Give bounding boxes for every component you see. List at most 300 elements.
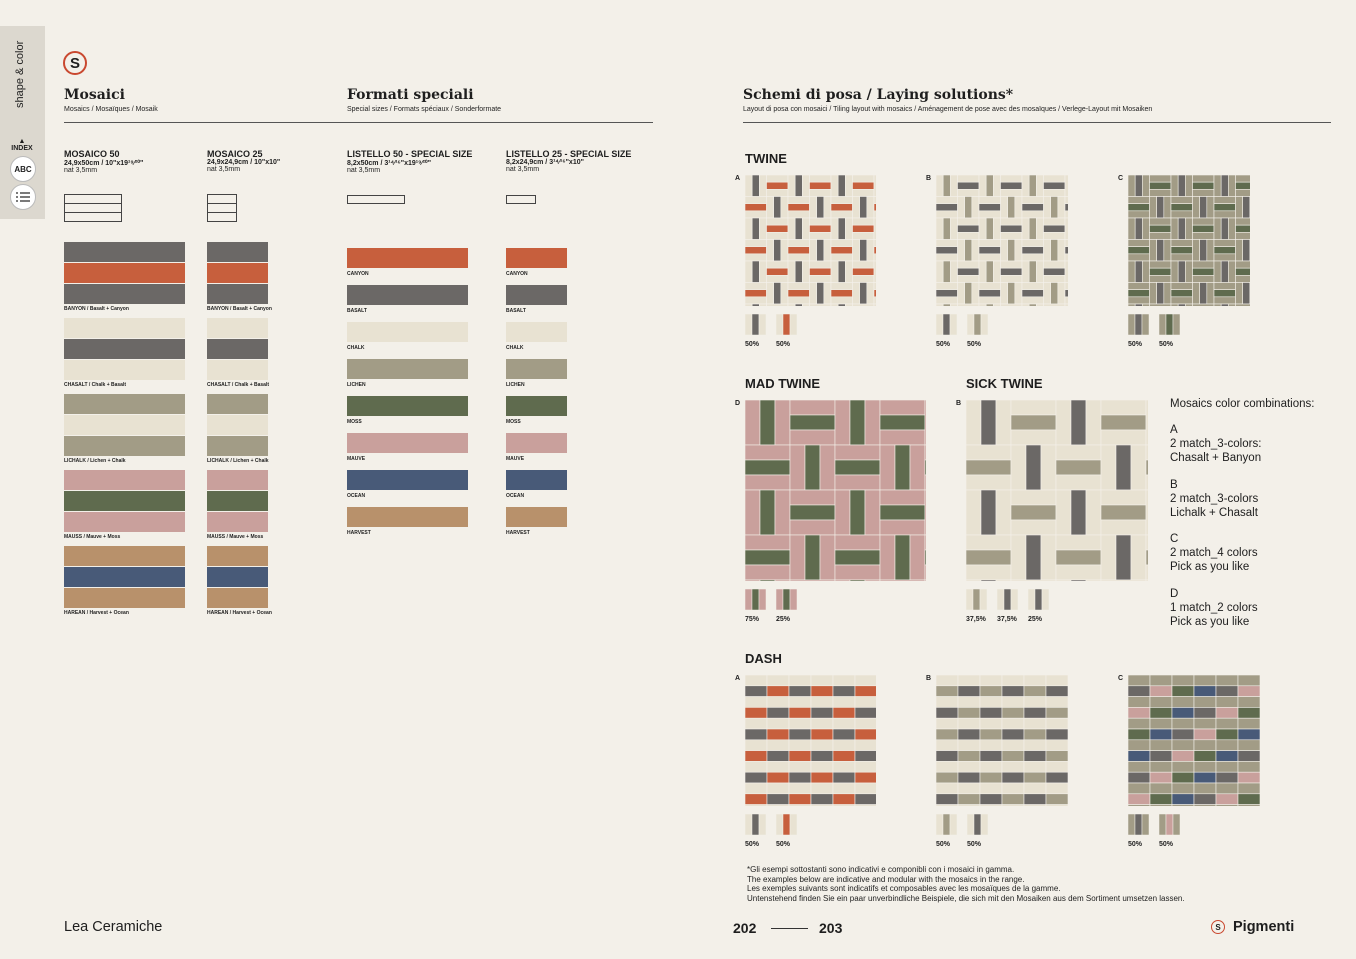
tile <box>855 686 876 697</box>
tile <box>1001 218 1023 225</box>
tile <box>802 218 809 240</box>
col-listello-50: LISTELLO 50 - SPECIAL SIZE 8,2x50cm / 3¹⁴⁄¹⁶"x19¹⁹⁄²⁰" nat 3,5mm <box>347 149 473 174</box>
tile <box>752 261 759 283</box>
tile <box>783 589 790 610</box>
tile <box>936 718 958 729</box>
tile <box>1008 240 1015 262</box>
tile <box>1024 772 1046 783</box>
tile <box>1236 232 1251 239</box>
tile <box>1172 794 1194 805</box>
tile <box>855 783 876 794</box>
tile <box>865 490 880 535</box>
tile <box>1046 751 1068 762</box>
tile <box>973 589 980 610</box>
tile <box>1193 197 1200 219</box>
tile <box>810 261 832 268</box>
dash-pattern <box>1128 675 1260 806</box>
tile <box>936 254 958 261</box>
sample-swatch <box>776 814 797 835</box>
tile <box>1101 445 1116 490</box>
tile <box>1046 729 1068 740</box>
tile <box>752 814 759 835</box>
tile <box>831 211 853 218</box>
listello-label: CANYON <box>506 271 528 277</box>
tile <box>979 261 986 283</box>
tile <box>1171 197 1193 204</box>
tile <box>1056 445 1101 460</box>
tile <box>1056 580 1071 581</box>
tile <box>874 175 876 197</box>
tile <box>1172 761 1194 772</box>
listello-label: OCEAN <box>506 493 525 499</box>
sample-swatch <box>967 814 988 835</box>
tile <box>874 261 876 283</box>
tile <box>833 718 855 729</box>
tile <box>936 218 943 240</box>
tile <box>811 718 833 729</box>
tile <box>1116 535 1131 580</box>
tile <box>1194 697 1216 708</box>
tile <box>1238 794 1260 805</box>
listello-swatch <box>506 396 567 416</box>
tile <box>1172 718 1194 729</box>
tile <box>831 283 853 290</box>
tile <box>1128 247 1150 254</box>
tile <box>811 805 833 806</box>
tile <box>980 751 1002 762</box>
tile <box>958 729 980 740</box>
tile <box>1214 304 1221 306</box>
tile <box>860 197 867 219</box>
tile <box>1228 175 1235 197</box>
tile <box>943 304 950 306</box>
tile <box>958 751 980 762</box>
tile <box>1194 805 1216 806</box>
tile <box>874 283 876 290</box>
mosaico-25-shape-icon <box>207 194 237 224</box>
tile <box>790 400 835 415</box>
tile <box>925 400 926 445</box>
tile <box>795 304 802 306</box>
tile <box>767 197 774 219</box>
tile <box>1178 218 1185 240</box>
tile <box>1146 490 1148 535</box>
tile <box>1128 794 1150 805</box>
tile <box>980 697 1002 708</box>
tile <box>775 490 790 535</box>
tile <box>880 445 895 490</box>
tile <box>767 783 789 794</box>
tile <box>789 729 811 740</box>
tile <box>958 175 980 182</box>
tile <box>767 740 789 751</box>
tile <box>936 783 958 794</box>
tile <box>936 805 958 806</box>
tile <box>745 814 752 835</box>
tile <box>745 290 767 297</box>
tile <box>1146 445 1148 460</box>
tile <box>1128 218 1135 240</box>
tile <box>958 697 980 708</box>
tile <box>790 445 805 490</box>
tile <box>1216 686 1238 697</box>
tile <box>810 283 817 305</box>
tile <box>1146 400 1148 445</box>
tile <box>1238 805 1260 806</box>
tile <box>788 247 810 254</box>
tile <box>1164 197 1171 219</box>
tile <box>1065 197 1068 204</box>
tile <box>1002 794 1024 805</box>
mosaic-blend-label: HAREAN / Harvest + Ocean <box>64 610 129 616</box>
tile <box>788 197 810 204</box>
tile <box>820 445 835 490</box>
tile <box>1101 400 1146 415</box>
tile <box>1046 805 1068 806</box>
percentage-label: 50% <box>745 341 760 348</box>
layout-letter: B <box>956 400 962 407</box>
tile <box>853 240 860 262</box>
percentage-label: 75% <box>745 616 760 623</box>
tile <box>1200 240 1207 262</box>
tile <box>1236 175 1251 182</box>
tile <box>767 218 789 225</box>
tile <box>1142 304 1149 306</box>
tile <box>936 729 958 740</box>
tile <box>1178 175 1185 197</box>
tile <box>1002 761 1024 772</box>
tile <box>855 675 876 686</box>
tile <box>1044 182 1066 189</box>
tile <box>1022 297 1044 304</box>
index-link[interactable]: ▲ INDEX <box>11 138 33 152</box>
tile <box>1135 218 1142 240</box>
tile <box>767 304 789 306</box>
listello-swatch <box>506 322 567 342</box>
tile <box>880 490 925 505</box>
tile <box>1028 589 1035 610</box>
tile <box>1228 304 1235 306</box>
tile <box>1011 505 1056 520</box>
mosaic-stripe <box>64 588 185 608</box>
tile <box>966 460 1011 475</box>
tile <box>1172 729 1194 740</box>
tile <box>1171 261 1178 283</box>
tile <box>790 520 835 535</box>
tile <box>1046 697 1068 708</box>
tile <box>1150 225 1172 232</box>
percentage-label: 50% <box>1159 341 1174 348</box>
tile <box>1236 283 1243 305</box>
mosaic-stripe <box>64 394 185 414</box>
tile <box>1135 175 1142 197</box>
tile <box>767 772 789 783</box>
tile <box>1001 283 1008 305</box>
tile <box>824 240 831 262</box>
listello-swatch <box>347 359 468 379</box>
tile <box>958 197 965 219</box>
sample-swatch <box>1128 814 1149 835</box>
tile <box>1146 550 1148 565</box>
tile <box>1214 204 1236 211</box>
tile <box>980 783 1002 794</box>
tile <box>1046 761 1068 772</box>
tile <box>980 761 1002 772</box>
tile <box>1131 445 1146 490</box>
tile <box>790 580 835 581</box>
percentage-label: 37,5% <box>966 616 986 623</box>
tile <box>1024 783 1046 794</box>
tile <box>979 283 1001 290</box>
tile <box>936 675 958 686</box>
tile <box>767 761 789 772</box>
tile <box>1046 740 1068 751</box>
tile <box>865 400 880 445</box>
tile <box>745 211 767 218</box>
tile <box>925 550 926 565</box>
tile <box>925 460 926 475</box>
tile <box>1172 740 1194 751</box>
tile <box>1135 814 1142 835</box>
mad-pattern <box>745 400 926 581</box>
tile <box>980 589 987 610</box>
sample-swatch <box>967 314 988 335</box>
tile <box>1015 197 1022 219</box>
tile <box>979 175 986 197</box>
tile <box>835 460 880 475</box>
tile <box>1002 783 1024 794</box>
tile <box>1166 314 1173 335</box>
tile <box>950 304 957 306</box>
tile <box>1128 805 1150 806</box>
tile <box>1071 400 1086 445</box>
listello-label: MAUVE <box>506 456 525 462</box>
tile <box>874 297 876 304</box>
tile <box>788 211 810 218</box>
tile <box>1216 772 1238 783</box>
tile <box>1236 240 1243 262</box>
collection-logo: S <box>63 51 87 75</box>
tile <box>936 290 958 297</box>
tile <box>1001 240 1008 262</box>
tile <box>1214 283 1236 290</box>
tile <box>860 283 867 305</box>
tile <box>1001 225 1023 232</box>
tile <box>1171 283 1193 290</box>
tile <box>745 247 767 254</box>
tile <box>1216 740 1238 751</box>
tile <box>958 275 980 282</box>
tile <box>767 268 789 275</box>
tile <box>767 182 789 189</box>
tile <box>745 580 760 581</box>
tile <box>759 304 766 306</box>
tile <box>811 772 833 783</box>
tile <box>1214 290 1236 297</box>
tile <box>745 535 790 550</box>
tile <box>752 218 759 240</box>
tile <box>1216 707 1238 718</box>
tile <box>958 304 980 306</box>
tile <box>1024 740 1046 751</box>
tile <box>1194 761 1216 772</box>
tile <box>1228 218 1235 240</box>
tile <box>1214 240 1236 247</box>
tile <box>855 751 876 762</box>
tile <box>1001 275 1023 282</box>
tile <box>965 283 972 305</box>
tile <box>1022 218 1029 240</box>
tile <box>1058 197 1065 219</box>
tile <box>936 707 958 718</box>
tile <box>967 814 974 835</box>
tile <box>910 535 925 580</box>
listello-label: MAUVE <box>347 456 366 462</box>
tile <box>1164 283 1171 305</box>
tile <box>966 490 981 535</box>
tile <box>1221 261 1228 283</box>
tile <box>838 261 845 283</box>
mosaic-stripe <box>207 318 268 338</box>
tile <box>981 490 996 535</box>
tile <box>767 261 789 268</box>
tile <box>993 175 1000 197</box>
tile <box>1022 175 1029 197</box>
tile <box>1065 211 1068 218</box>
tile <box>1236 189 1251 196</box>
tile <box>811 686 833 697</box>
tile <box>1150 197 1157 219</box>
sick-pattern <box>966 400 1148 581</box>
tile <box>810 197 817 219</box>
tile <box>1002 718 1024 729</box>
tile <box>936 240 958 247</box>
tile <box>790 314 797 335</box>
tile <box>1128 197 1150 204</box>
tile <box>1238 686 1260 697</box>
tile <box>1128 697 1150 708</box>
tile <box>817 283 824 305</box>
tile <box>1051 240 1058 262</box>
dash-pattern <box>936 675 1068 806</box>
tile <box>874 197 876 204</box>
tile <box>1128 175 1135 197</box>
tile <box>910 445 925 490</box>
listello-swatch <box>506 359 567 379</box>
tile <box>745 729 767 740</box>
tile <box>745 445 790 460</box>
tile <box>980 675 1002 686</box>
tile <box>855 772 876 783</box>
tile <box>1159 314 1166 335</box>
tile <box>1216 794 1238 805</box>
tile <box>1216 729 1238 740</box>
tile <box>1001 261 1023 268</box>
tile <box>1128 240 1150 247</box>
tile <box>925 535 926 550</box>
tile <box>1001 175 1023 182</box>
tile <box>1171 175 1178 197</box>
tile <box>1216 718 1238 729</box>
list-icon[interactable] <box>10 184 36 210</box>
tile <box>966 445 1011 460</box>
listello-label: MOSS <box>506 419 521 425</box>
tile <box>936 297 958 304</box>
tile <box>981 580 996 581</box>
tile <box>1193 189 1215 196</box>
tile <box>775 400 790 445</box>
tile <box>1029 261 1036 283</box>
tile <box>810 268 832 275</box>
tile <box>972 240 979 262</box>
tile <box>795 218 802 240</box>
tile <box>1035 589 1042 610</box>
tile <box>1157 240 1164 262</box>
tile <box>1150 175 1172 182</box>
mosaic-stripe <box>207 470 268 490</box>
listello-swatch <box>506 507 567 527</box>
tile <box>831 290 853 297</box>
tile <box>1207 197 1214 219</box>
tile <box>1011 400 1056 415</box>
tile <box>833 729 855 740</box>
tile <box>1193 261 1215 268</box>
tile <box>1011 535 1026 580</box>
tile <box>1171 297 1193 304</box>
tile <box>1065 254 1068 261</box>
tile <box>874 247 876 254</box>
tile <box>745 740 767 751</box>
tile <box>1022 290 1044 297</box>
tile <box>831 297 853 304</box>
tile <box>745 783 767 794</box>
listello-25-shape-icon <box>506 195 536 204</box>
tile <box>1150 805 1172 806</box>
tile <box>833 794 855 805</box>
tile <box>831 218 838 240</box>
tile <box>783 314 790 335</box>
tile <box>781 197 788 219</box>
tile <box>1086 580 1101 581</box>
tile <box>979 218 986 240</box>
tile <box>958 718 980 729</box>
tile <box>1024 805 1046 806</box>
tile <box>1150 268 1172 275</box>
tile <box>1216 805 1238 806</box>
tile <box>788 297 810 304</box>
tile <box>867 283 874 305</box>
twine-pattern <box>745 175 876 306</box>
tile <box>895 445 910 490</box>
tile <box>1024 697 1046 708</box>
tile <box>811 761 833 772</box>
tile <box>1159 814 1166 835</box>
tile <box>845 175 852 197</box>
tile <box>958 761 980 772</box>
tile <box>853 261 875 268</box>
percentage-label: 50% <box>967 341 982 348</box>
tile <box>972 283 979 305</box>
abc-index-button[interactable]: ABC <box>10 156 36 182</box>
tile <box>1172 675 1194 686</box>
tile <box>788 218 795 240</box>
tile <box>767 751 789 762</box>
mosaic-stripe <box>207 242 268 262</box>
tile <box>936 814 943 835</box>
tile <box>1150 794 1172 805</box>
tile <box>925 475 926 490</box>
mosaic-blend-label: BANYON / Basalt + Canyon <box>64 306 129 312</box>
